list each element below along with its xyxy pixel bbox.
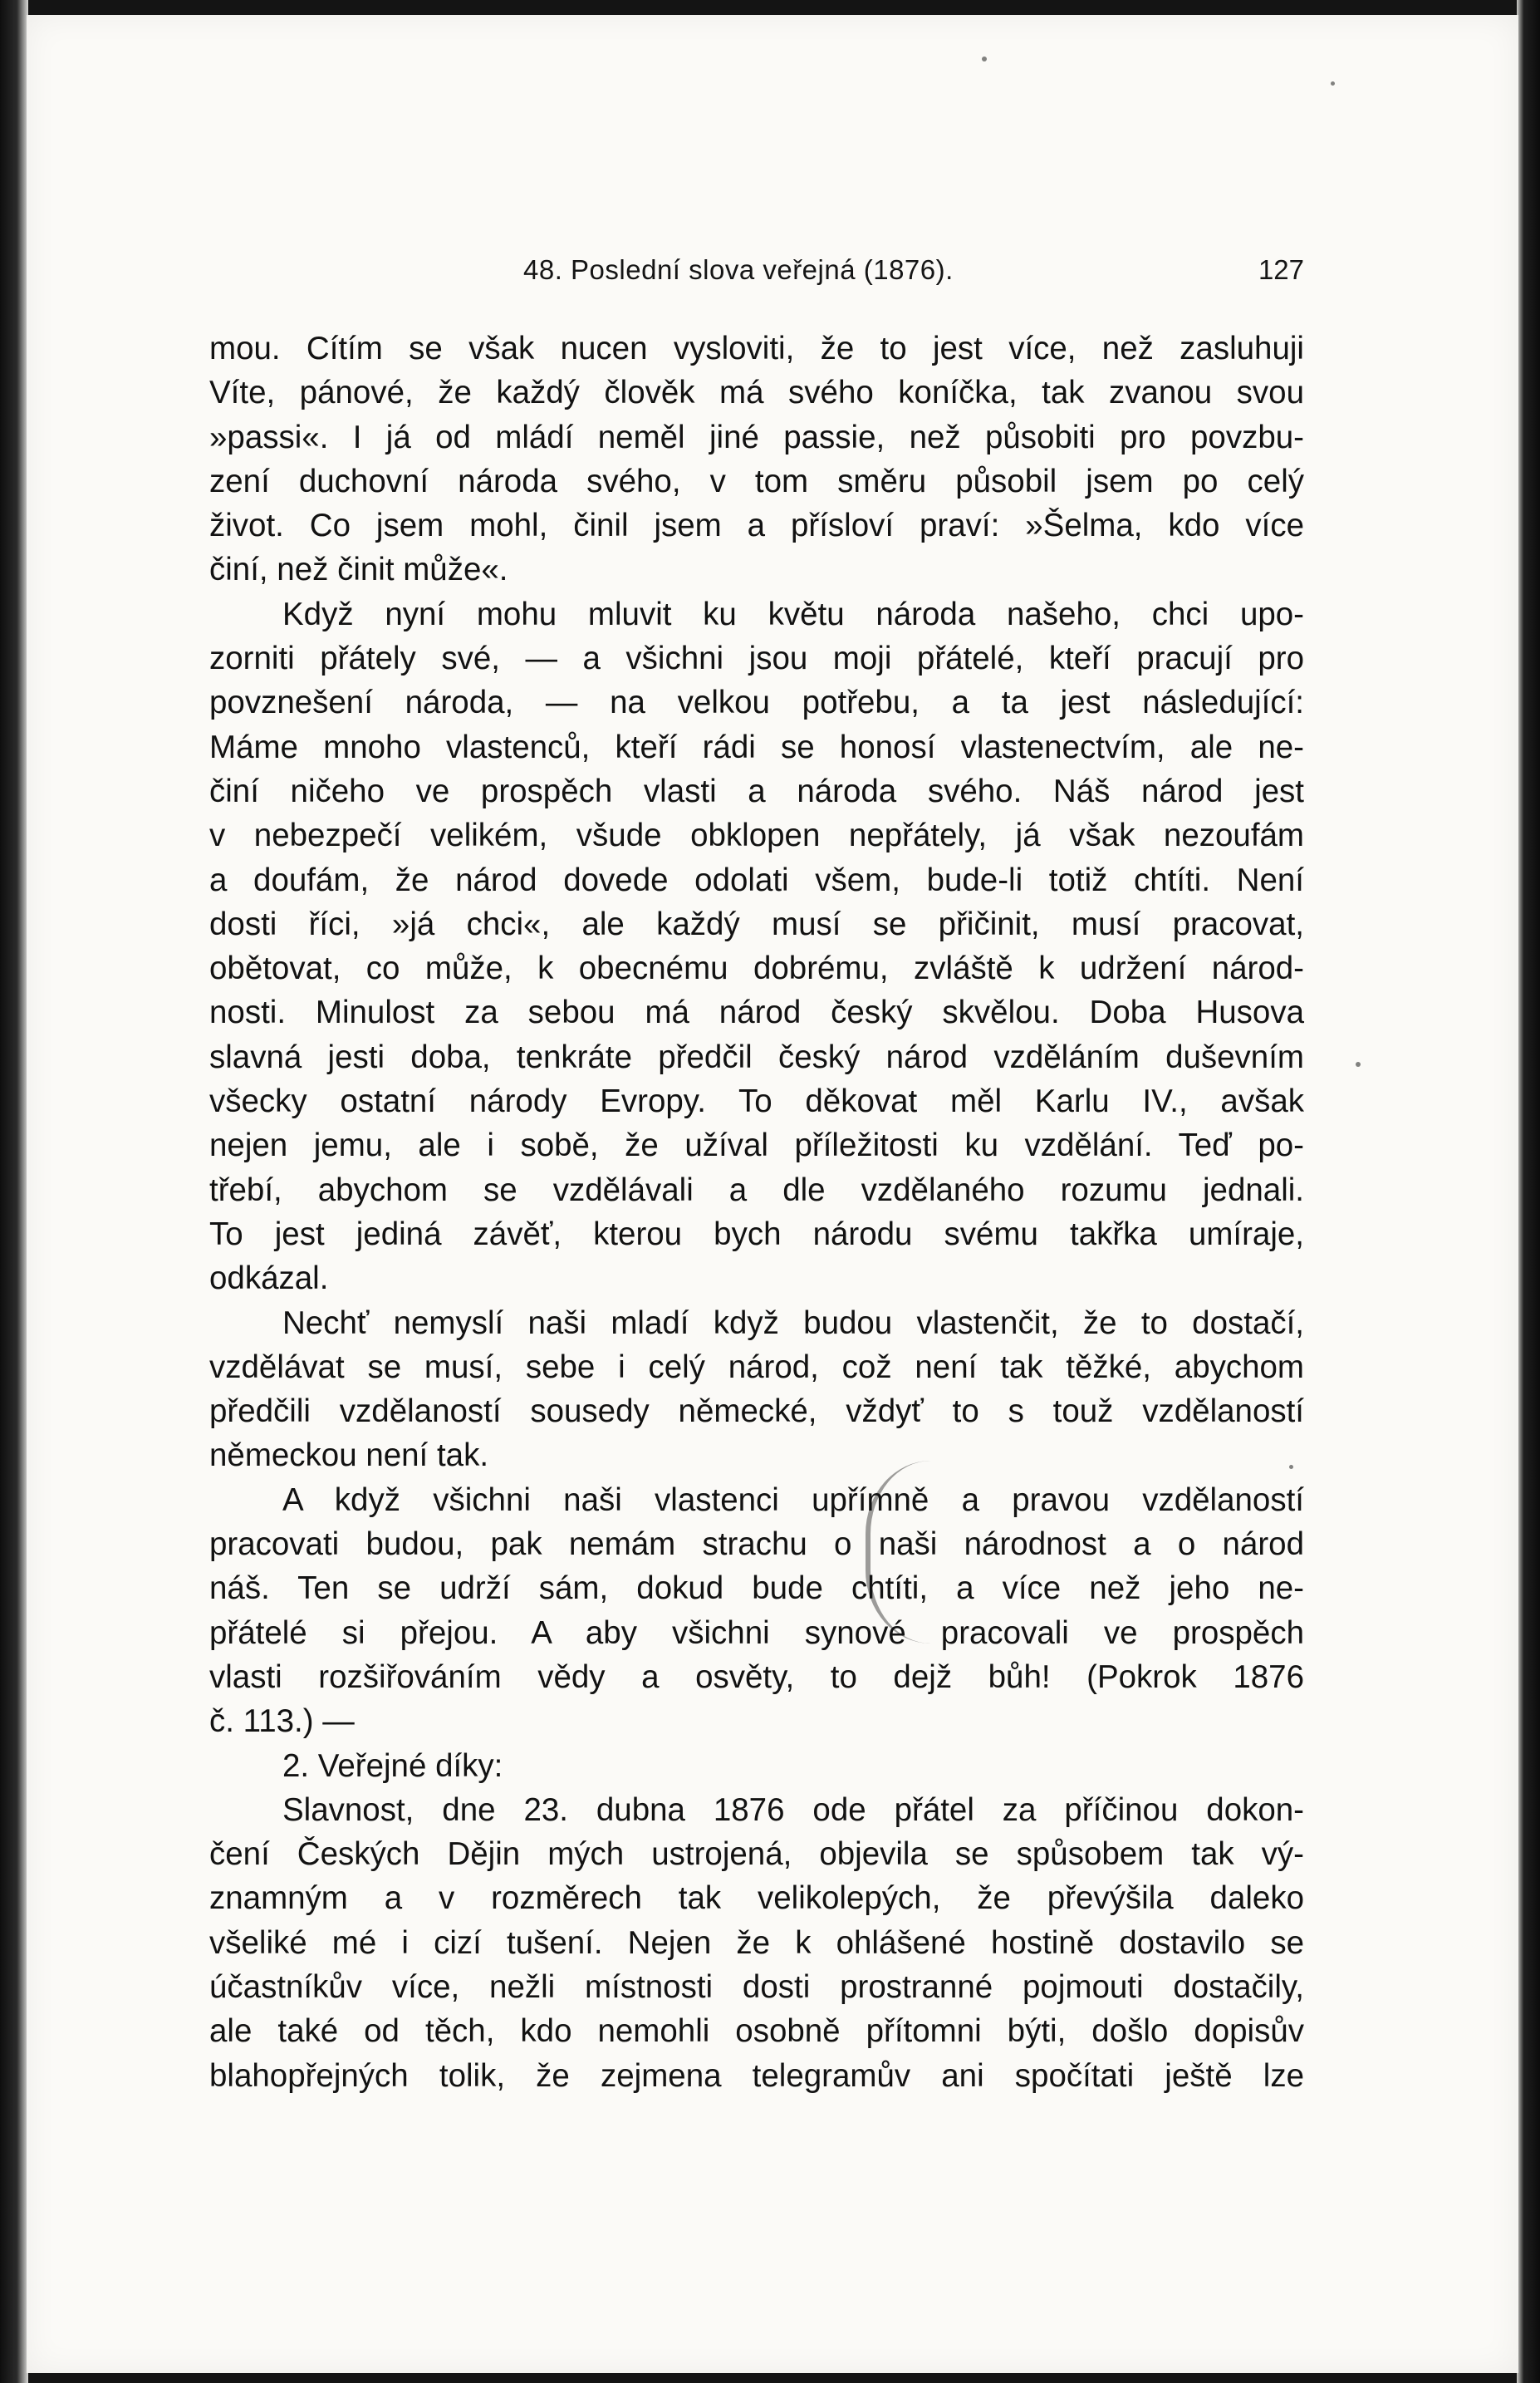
text-line: náš. Ten se udrží sám, dokud bude chtíti, a více než jeho ne- — [209, 1570, 1304, 1607]
text-line: vzdělávat se musí, sebe i celý národ, což není tak těžké, abychom — [209, 1349, 1304, 1385]
text-line: život. Co jsem mohl, činil jsem a přísloví praví: »Šelma, kdo více — [209, 508, 1304, 544]
text-line: předčili vzdělaností sousedy německé, vždyť to s touž vzdělaností — [209, 1393, 1304, 1430]
page-number: 127 — [1258, 254, 1304, 285]
text-line: německou není tak. — [209, 1437, 489, 1474]
text-line: vlasti rozšiřováním vědy a osvěty, to dejž bůh! (Pokrok 1876 — [209, 1658, 1304, 1695]
scan-right-edge — [1517, 0, 1540, 2383]
text-line: slavná jesti doba, tenkráte předčil český národ vzděláním duševním — [209, 1039, 1304, 1075]
text-line: nejen jemu, ale i sobě, že užíval příležitosti ku vzdělání. Teď po- — [209, 1128, 1304, 1164]
text-line: třebí, abychom se vzdělávali a dle vzdělaného rozumu jednali. — [209, 1172, 1304, 1208]
text-line: zorniti přátely své, — a všichni jsou moji přátelé, kteří pracují pro — [209, 641, 1304, 677]
text-line: činí, než činit může«. — [209, 552, 508, 588]
text-line: Slavnost, dne 23. dubna 1876 ode přátel za příčinou dokon- — [282, 1791, 1304, 1828]
text-line: mou. Cítím se však nucen vysloviti, že to jest více, než zasluhuji — [209, 331, 1304, 366]
text-line: č. 113.) — — [209, 1703, 355, 1740]
text-line: činí ničeho ve prospěch vlasti a národa svého. Náš národ jest — [209, 773, 1304, 809]
text-line: Nechť nemyslí naši mladí když budou vlastenčit, že to dostačí, — [282, 1305, 1304, 1341]
text-line: přátelé si přejou. A aby všichni synové pracovali ve prospěch — [209, 1614, 1304, 1651]
text-line: čení Českých Dějin mých ustrojená, objevila se spůsobem tak vý- — [209, 1836, 1304, 1873]
ink-speck — [982, 57, 987, 61]
text-line: To jest jediná závěť, kterou bych národu svému takřka umíraje, — [209, 1216, 1304, 1252]
text-line: blahopřejných tolik, že zejmena telegramův ani spočítati ještě lze — [209, 2057, 1304, 2094]
text-line: Máme mnoho vlastenců, kteří rádi se honosí vlastenectvím, ale ne- — [209, 729, 1304, 765]
text-line: všecky ostatní národy Evropy. To děkovat měl Karlu IV., avšak — [209, 1083, 1304, 1120]
text-line: 2. Veřejné díky: — [282, 1747, 503, 1784]
text-line: znamným a v rozměrech tak velikolepých, že převýšila daleko — [209, 1880, 1304, 1917]
text-line: v nebezpečí velikém, všude obklopen nepřátely, já však nezoufám — [209, 818, 1304, 854]
text-line: účastníkův více, nežli místnosti dosti prostranné pojmouti dostačily, — [209, 1968, 1304, 2005]
page-header — [208, 249, 1321, 296]
text-line: zení duchovní národa svého, v tom směru působil jsem po celý — [209, 463, 1304, 499]
body-text — [209, 327, 1304, 2098]
text-line: ale také od těch, kdo nemohli osobně přítomni býti, došlo dopisův — [209, 2013, 1304, 2050]
text-line: pracovati budou, pak nemám strachu o naši národnost a o národ — [209, 1526, 1304, 1563]
text-line: Víte, pánové, že každý člověk má svého koníčka, tak zvanou svou — [209, 375, 1304, 411]
scan-left-edge — [0, 0, 28, 2383]
text-line: A když všichni naši vlastenci upřímně a pravou vzdělaností — [282, 1481, 1304, 1518]
text-line: povznešení národa, — na velkou potřebu, a ta jest následující: — [209, 685, 1304, 721]
text-line: odkázal. — [209, 1260, 329, 1297]
text-line: nosti. Minulost za sebou má národ český skvělou. Doba Husova — [209, 995, 1304, 1031]
text-line: dosti říci, »já chci«, ale každý musí se přičinit, musí pracovat, — [209, 906, 1304, 942]
ink-speck — [1331, 81, 1335, 86]
ink-speck — [1356, 1062, 1361, 1067]
text-line: všeliké mé i cizí tušení. Nejen že k ohlášené hostině dostavilo se — [209, 1924, 1304, 1961]
text-line: obětovat, co může, k obecnému dobrému, zvláště k udržení národ- — [209, 951, 1304, 987]
running-head: 48. Poslední slova veřejná (1876). — [523, 254, 954, 285]
text-line: a doufám, že národ dovede odolati všem, bude-li totiž chtíti. Není — [209, 862, 1304, 898]
text-line: »passi«. I já od mládí neměl jiné passie, než působiti pro povzbu- — [209, 419, 1304, 455]
text-line: Když nyní mohu mluvit ku květu národa našeho, chci upo- — [282, 596, 1304, 632]
